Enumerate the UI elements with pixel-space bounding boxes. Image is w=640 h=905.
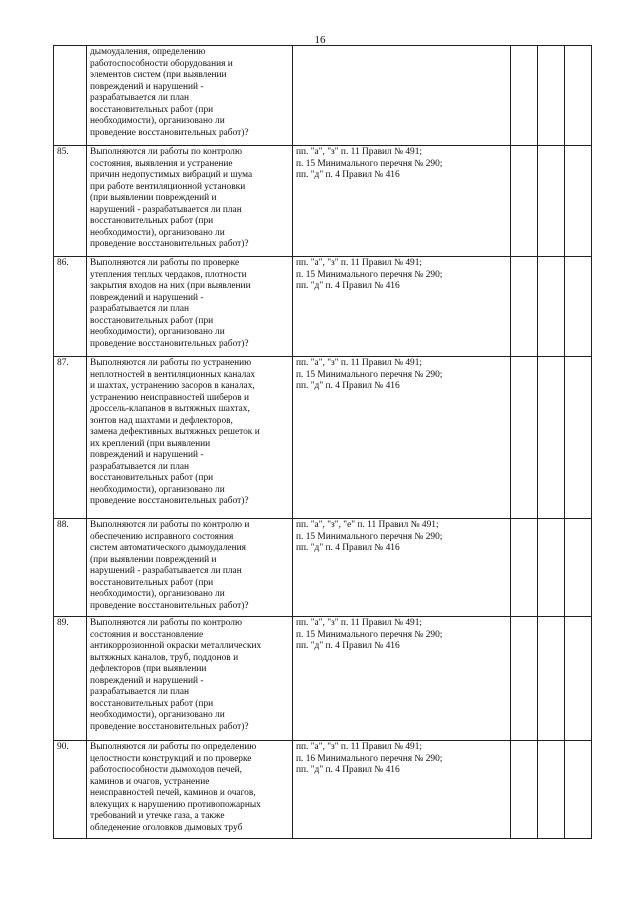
answer-yes-cell <box>511 146 538 257</box>
answer-no-cell <box>538 257 565 357</box>
item-legal-reference <box>293 357 511 519</box>
item-question <box>87 146 293 257</box>
item-question-text: Выполняются ли работы по контролю состояния и восстановление антикоррозионной окраски металлических вытяжных каналов, труб, поддонов и дефлекторов (при выявлении повреждений и нарушений - разрабатывается ли план восстановительных работ (при необходимости), организовано ли проведение восстановительных работ)? <box>90 618 262 732</box>
item-legal-reference-text: пп. "а", "з" п. 11 Правил № 491; п. 15 Минимального перечня № 290; пп. "д" п. 4 Правил № 416 <box>296 618 443 651</box>
not-applicable-cell <box>565 46 592 146</box>
item-question-text: Выполняются ли работы по контролю и обеспечению исправного состояния систем автоматического дымоудаления (при выявлении повреждений и нарушений - разрабатывается ли план восстановительных работ (при необходимости), организовано ли проведение восстановительных работ)? <box>90 520 250 611</box>
item-question-text: Выполняются ли работы по устранению неплотностей в вентиляционных каналах и шахтах, устранению засоров в каналах, устранению неисправностей шиберов и дроссель-клапанов в вытяжных шахтах, зонтов над шахтами и дефлекторов, замена дефективных вытяжных решеток и их креплений (при выявлении повреждений и нарушений - разрабатывается ли план восстановительных работ (при необходимости), организовано ли проведение восстановительных работ)? <box>90 358 260 506</box>
table-row <box>54 519 592 617</box>
item-legal-reference-text: пп. "а", "з" п. 11 Правил № 491; п. 15 Минимального перечня № 290; пп. "д" п. 4 Правил № 416 <box>296 258 443 291</box>
item-legal-reference-text: пп. "а", "з" п. 11 Правил № 491; п. 15 Минимального перечня № 290; пп. "д" п. 4 Правил № 416 <box>296 147 443 180</box>
item-legal-reference <box>293 741 511 839</box>
item-question-text: Выполняются ли работы по контролю состояния, выявления и устранение причин недопустимых вибраций и шума при работе вентиляционной установки (при выявлении повреждений и нарушений - разрабатывается ли план восстановительных работ (при необходимости), организовано ли проведение восстановительных работ)? <box>90 147 253 249</box>
item-number-text: 85. <box>57 147 69 157</box>
table-row <box>54 741 592 839</box>
item-number-text: 89. <box>57 618 69 628</box>
item-legal-reference-text: пп. "а", "з", "е" п. 11 Правил № 491; п. 15 Минимального перечня № 290; пп. "д" п. 4 Правил № 416 <box>296 520 443 553</box>
item-number <box>54 357 87 519</box>
answer-no-cell <box>538 519 565 617</box>
not-applicable-cell <box>565 519 592 617</box>
item-number <box>54 617 87 741</box>
not-applicable-cell <box>565 741 592 839</box>
item-legal-reference <box>293 257 511 357</box>
table-row <box>54 146 592 257</box>
item-question <box>87 741 293 839</box>
answer-yes-cell <box>511 617 538 741</box>
item-number <box>54 146 87 257</box>
not-applicable-cell <box>565 257 592 357</box>
not-applicable-cell <box>565 617 592 741</box>
item-legal-reference-text: пп. "а", "з" п. 11 Правил № 491; п. 15 Минимального перечня № 290; пп. "д" п. 4 Правил № 416 <box>296 358 443 391</box>
item-legal-reference <box>293 46 511 146</box>
answer-no-cell <box>538 741 565 839</box>
answer-yes-cell <box>511 46 538 146</box>
item-number <box>54 519 87 617</box>
item-number <box>54 741 87 839</box>
not-applicable-cell <box>565 146 592 257</box>
table-row <box>54 46 592 146</box>
item-question <box>87 257 293 357</box>
item-number-text: 87. <box>57 358 69 368</box>
item-legal-reference <box>293 617 511 741</box>
not-applicable-cell <box>565 357 592 519</box>
item-question <box>87 617 293 741</box>
item-number <box>54 46 87 146</box>
item-question-text: дымоудаления, определению работоспособности оборудования и элементов систем (при выявлении повреждений и нарушений - разрабатывается ли план восстановительных работ (при необходимости), организовано ли проведение восстановительных работ)? <box>90 47 249 138</box>
item-number-text: 88. <box>57 520 69 530</box>
answer-no-cell <box>538 146 565 257</box>
item-number <box>54 257 87 357</box>
page-number: 16 <box>314 34 326 46</box>
item-question <box>87 46 293 146</box>
item-question-text: Выполняются ли работы по определению целостности конструкций и по проверке работоспособности дымоходов печей, каминов и очагов, устранение неисправностей печей, каминов и очагов, влекущих к нарушению противопожарных требований и утечке газа, а также обледенение оголовков дымовых труб <box>90 742 261 833</box>
table-row <box>54 357 592 519</box>
answer-no-cell <box>538 357 565 519</box>
answer-no-cell <box>538 46 565 146</box>
item-question-text: Выполняются ли работы по проверке утепления теплых чердаков, плотности закрытия входов на них (при выявлении повреждений и нарушений - разрабатывается ли план восстановительных работ (при необходимости), организовано ли проведение восстановительных работ)? <box>90 258 251 349</box>
answer-yes-cell <box>511 741 538 839</box>
item-number-text: 90. <box>57 742 69 752</box>
table-row <box>54 617 592 741</box>
answer-yes-cell <box>511 519 538 617</box>
item-question <box>87 357 293 519</box>
answer-yes-cell <box>511 257 538 357</box>
table-row <box>54 257 592 357</box>
item-number-text: 86. <box>57 258 69 268</box>
answer-no-cell <box>538 617 565 741</box>
item-question <box>87 519 293 617</box>
checklist-table <box>53 45 592 839</box>
item-legal-reference-text: пп. "а", "з" п. 11 Правил № 491; п. 16 Минимального перечня № 290; пп. "д" п. 4 Правил № 416 <box>296 742 443 775</box>
item-legal-reference <box>293 146 511 257</box>
answer-yes-cell <box>511 357 538 519</box>
item-legal-reference <box>293 519 511 617</box>
